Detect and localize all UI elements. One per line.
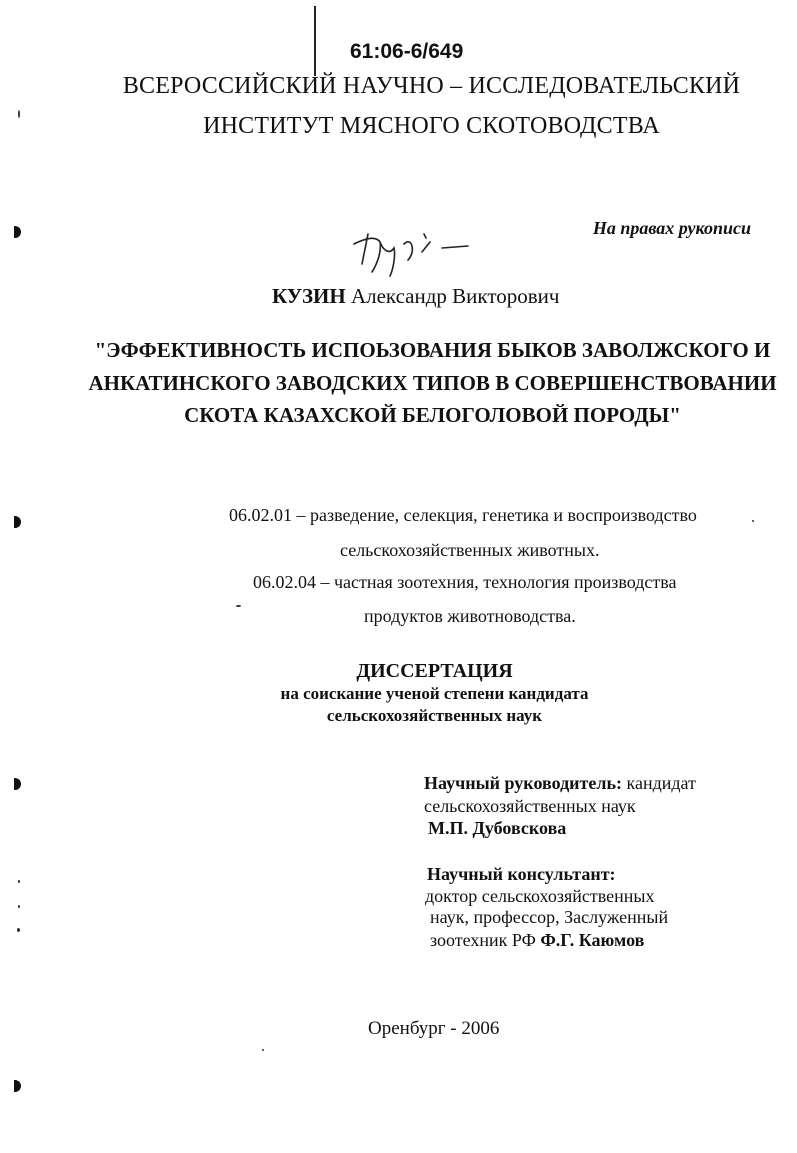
consultant-label: Научный консультант: <box>427 864 616 884</box>
author-name <box>272 284 559 309</box>
scan-speck <box>17 928 20 932</box>
dissertation-field-line: сельскохозяйственных наук <box>326 706 543 725</box>
institute-name-line2: ИНСТИТУТ МЯСНОГО СКОТОВОДСТВА <box>203 113 660 139</box>
margin-vertical-line <box>314 6 316 76</box>
scan-hole-mark <box>14 778 21 790</box>
consultant-title-prefix: зоотехник РФ <box>430 930 536 950</box>
consultant-name: Ф.Г. Каюмов <box>540 930 645 950</box>
city-year: Оренбург - 2006 <box>368 1018 500 1039</box>
specialty-line2: сельскохозяйственных животных. <box>340 540 600 560</box>
scan-speck <box>236 605 241 607</box>
consultant-line3 <box>430 930 644 951</box>
manuscript-rights-note: На правах рукописи <box>592 218 751 238</box>
scan-speck <box>18 880 20 883</box>
scan-speck <box>262 1049 264 1051</box>
author-given-names: Александр Викторович <box>350 284 560 308</box>
institute-name-line1: ВСЕРОССИЙСКИЙ НАУЧНО – ИССЛЕДОВАТЕЛЬСКИЙ <box>122 73 741 99</box>
thesis-title-line2: АНКАТИНСКОГО ЗАВОДСКИХ ТИПОВ В СОВЕРШЕНСТВОВАНИИ <box>88 371 777 395</box>
specialty-line1: 06.02.01 – разведение, селекция, генетика и воспроизводство <box>229 505 697 525</box>
supervisor-degree-part1: кандидат <box>626 773 696 793</box>
archive-code: 61:06-6/649 <box>350 40 464 63</box>
scan-speck <box>18 905 20 908</box>
specialty-line3: 06.02.04 – частная зоотехния, технология производства <box>253 572 677 592</box>
scan-hole-mark <box>14 226 21 238</box>
specialty-line4: продуктов животноводства. <box>364 606 576 626</box>
supervisor-name: М.П. Дубовскова <box>428 818 567 838</box>
supervisor-line1 <box>424 773 696 794</box>
scan-hole-mark <box>14 516 21 528</box>
scan-speck <box>18 110 20 118</box>
consultant-line2: наук, профессор, Заслуженный <box>430 907 669 927</box>
scan-speck <box>752 520 754 522</box>
thesis-title-line3: СКОТА КАЗАХСКОЙ БЕЛОГОЛОВОЙ ПОРОДЫ" <box>184 403 681 427</box>
dissertation-heading: ДИССЕРТАЦИЯ <box>356 660 513 682</box>
handwritten-signature <box>346 222 471 278</box>
consultant-line1: доктор сельскохозяйственных <box>425 886 655 906</box>
supervisor-label: Научный руководитель: <box>424 773 622 793</box>
thesis-title-line1: "ЭФФЕКТИВНОСТЬ ИСПОЬЗОВАНИЯ БЫКОВ ЗАВОЛЖСКОГО И <box>94 338 771 362</box>
supervisor-degree-part2: сельскохозяйственных наук <box>424 796 636 816</box>
author-surname: КУЗИН <box>272 284 346 308</box>
scan-hole-mark <box>14 1080 21 1092</box>
dissertation-degree-line: на соискание ученой степени кандидата <box>280 684 589 703</box>
